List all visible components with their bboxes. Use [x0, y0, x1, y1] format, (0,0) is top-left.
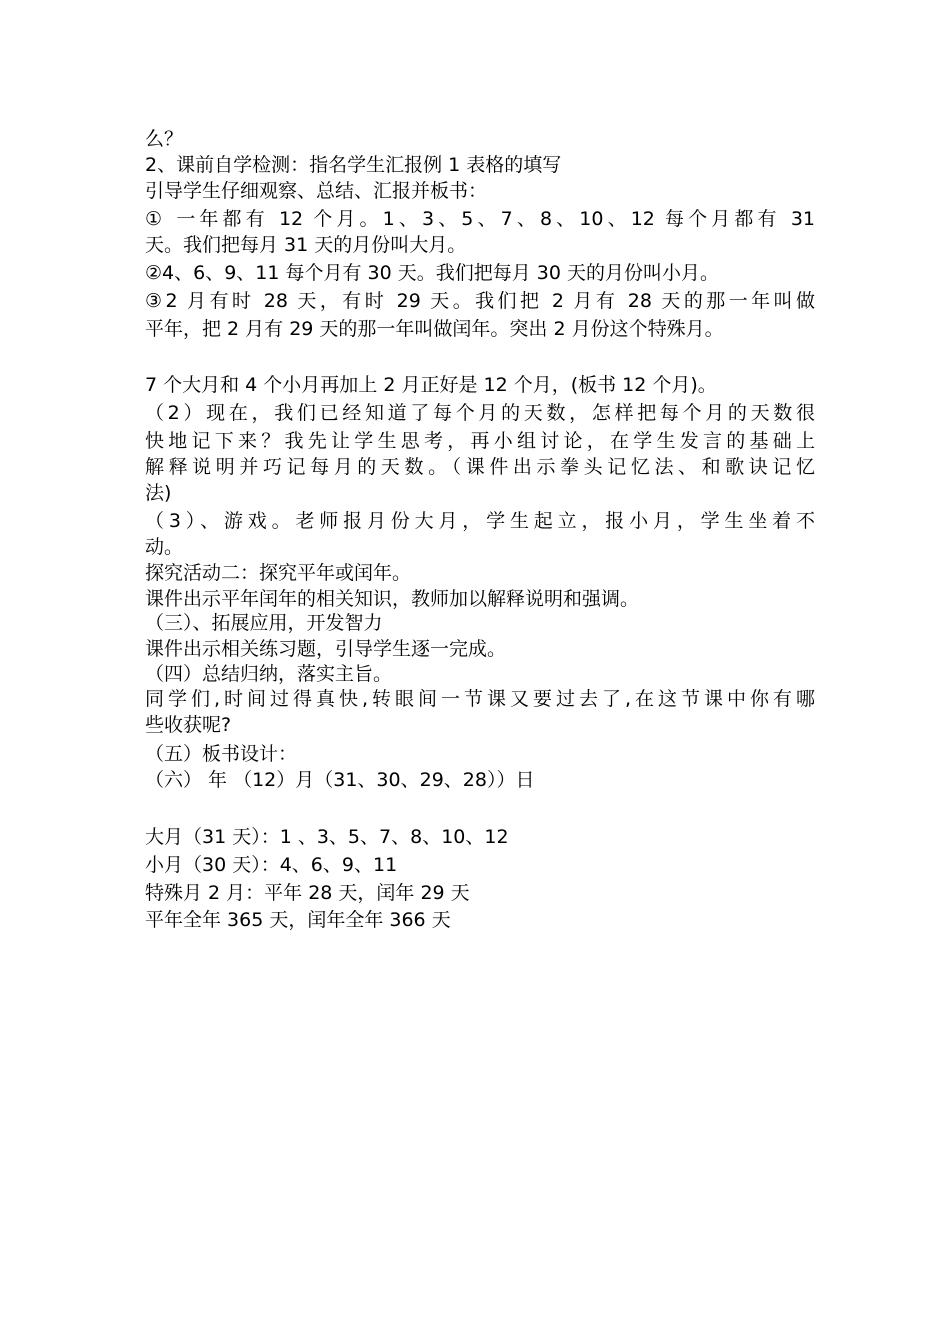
text-line: （五）板书设计：: [145, 743, 298, 765]
text-line: 探究活动二：探究平年或闰年。: [145, 562, 412, 584]
text-line: （3）、游戏。老师报月份大月，学生起立，报小月，学生坐着不: [145, 510, 815, 532]
text-line: 特殊月 2 月：平年 28 天，闰年 29 天: [145, 882, 470, 904]
text-line: 同学们,时间过得真快,转眼间一节课又要过去了,在这节课中你有哪: [145, 688, 815, 710]
text-line: 大月（31 天）：1 、3、5、7、8、10、12: [145, 826, 509, 848]
text-line: 平年全年 365 天，闰年全年 366 天: [145, 909, 451, 931]
text-line: 7 个大月和 4 个小月再加上 2 月正好是 12 个月，(板书 12 个月)。: [145, 374, 717, 396]
text-line: ① 一年都有 12 个月。1、3、5、7、8、10、12 每个月都有 31: [145, 208, 815, 230]
text-line: （四）总结归纳，落实主旨。: [145, 663, 393, 685]
text-line: 些收获呢?: [145, 714, 232, 736]
text-line: 么？: [145, 128, 184, 150]
text-line: 解释说明并巧记每月的天数。（课件出示拳头记忆法、和歌诀记忆: [145, 456, 815, 478]
text-line: 快地记下来？我先让学生思考，再小组讨论，在学生发言的基础上: [145, 430, 815, 452]
text-line: 法): [145, 482, 172, 504]
text-line: 动。: [145, 536, 184, 558]
text-line: ②4、6、9、11 每个月有 30 天。我们把每月 30 天的月份叫小月。: [145, 262, 720, 284]
text-line: 引导学生仔细观察、总结、汇报并板书：: [145, 180, 488, 202]
text-line: 小月（30 天）：4、6、9、11: [145, 854, 398, 876]
text-line: 课件出示平年闰年的相关知识，教师加以解释说明和强调。: [145, 588, 640, 610]
text-line: （六） 年 （12）月（31、30、29、28））日: [145, 769, 535, 791]
text-line: （三）、拓展应用，开发智力: [145, 612, 383, 634]
text-line: ③2 月有时 28 天，有时 29 天。我们把 2 月有 28 天的那一年叫做: [145, 290, 815, 312]
text-line: 课件出示相关练习题，引导学生逐一完成。: [145, 638, 507, 660]
text-line: 2、课前自学检测：指名学生汇报例 1 表格的填写: [145, 154, 562, 176]
text-line: 天。我们把每月 31 天的月份叫大月。: [145, 234, 467, 256]
text-line: （2）现在，我们已经知道了每个月的天数，怎样把每个月的天数很: [145, 402, 815, 424]
text-line: 平年，把 2 月有 29 天的那一年叫做闰年。突出 2 月份这个特殊月。: [145, 318, 724, 340]
